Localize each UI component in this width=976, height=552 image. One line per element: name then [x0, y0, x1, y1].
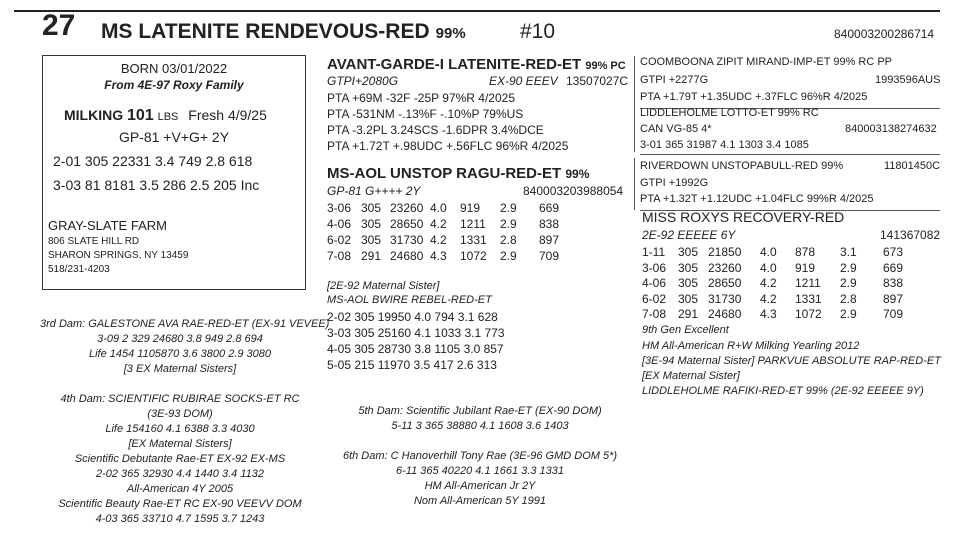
- dam-dam-record-cell: 6-02: [642, 291, 667, 306]
- dam-dam-record-cell: 291: [678, 307, 699, 322]
- farm-phone: 518/231-4203: [48, 264, 110, 275]
- sire-sire-pta: PTA +1.79T +1.35UDC +.37FLC 96%R 4/2025: [640, 91, 868, 103]
- pedigree-bracket-sire: [634, 56, 635, 152]
- dam-dam-record-cell: 305: [678, 245, 699, 259]
- dam-maternal-record-1: 2-02 305 19950 4.0 794 3.1 628: [327, 310, 498, 324]
- sixth-dam-line-2: 6-11 365 40220 4.1 1661 3.3 1331: [395, 465, 564, 477]
- third-dam-line-2: 3-09 2 329 24680 3.8 949 2.8 694: [97, 333, 263, 345]
- dam-dam-record-cell: 24680: [708, 307, 742, 322]
- classification: GP-81 +V+G+ 2Y: [118, 129, 230, 145]
- dam-sire-pta: PTA +1.32T +1.12UDC +1.04FLC 99%R 4/2025: [640, 193, 874, 205]
- animal-name-pct: 99%: [435, 25, 466, 42]
- dam-record-cell: 669: [539, 201, 560, 215]
- dam-dam-record-cell: 878: [795, 245, 816, 259]
- sire-dam-name: LIDDLEHOLME LOTTO-ET 99% RC: [640, 107, 819, 119]
- sire-dam-class: CAN VG-85 4*: [640, 123, 712, 135]
- consignment-number: #10: [520, 20, 556, 43]
- fourth-dam-line-4: [EX Maternal Sisters]: [128, 438, 232, 450]
- fourth-dam-line-3: Life 154160 4.1 6388 3.3 4030: [105, 423, 255, 435]
- dam-dam-record-cell: 4.2: [760, 276, 777, 291]
- sixth-dam-line-1: 6th Dam: C Hanoverhill Tony Rae (3E-96 GMD DOM 5*): [342, 450, 618, 462]
- dam-record-cell: 305: [361, 233, 382, 247]
- dam-record-cell: 23260: [390, 201, 424, 215]
- sire-name: [327, 56, 626, 73]
- dam-dam-record-cell: 2.8: [840, 291, 857, 306]
- dam-sire-gtpi: GTPI +1992G: [640, 177, 709, 189]
- third-dam-line-1: 3rd Dam: GALESTONE AVA RAE-RED-ET (EX-91 VEVEE): [40, 318, 330, 330]
- dam-dam-record-cell: 7-08: [642, 307, 667, 322]
- sire-reg: 13507027C: [566, 74, 629, 88]
- dam-sire-reg: 11801450C: [884, 160, 941, 172]
- sire-sire-gtpi: GTPI +2277G: [640, 74, 709, 86]
- dam-class: GP-81 G++++ 2Y: [327, 184, 421, 198]
- dam-dam-record-cell: 2.9: [840, 260, 857, 275]
- lot-number: 27: [42, 9, 76, 42]
- dam-record-cell: 3-06: [327, 201, 352, 215]
- dam-name: [327, 165, 589, 182]
- dam-name-text: MS-AOL UNSTOP RAGU-RED-ET: [327, 165, 562, 182]
- fourth-dam-line-9: 4-03 365 33710 4.7 1595 3.7 1243: [95, 513, 265, 525]
- dam-dam-record-cell: 305: [678, 260, 699, 275]
- dam-dam-record-cell: 897: [883, 291, 904, 306]
- section-divider: [640, 154, 940, 155]
- dam-maternal-label: [2E-92 Maternal Sister]: [327, 280, 440, 292]
- milking-unit: LBS: [157, 111, 179, 123]
- dam-record-cell: 2.9: [500, 249, 517, 263]
- farm-address-1: 806 SLATE HILL RD: [48, 236, 140, 247]
- dam-dam-record-cell: 4.3: [760, 307, 777, 322]
- dam-maternal-record-3: 4-05 305 28730 3.8 1105 3.0 857: [327, 342, 504, 356]
- family-line: From 4E-97 Roxy Family: [104, 78, 244, 92]
- dam-record-cell: 897: [539, 233, 560, 247]
- dam-dam-record-cell: 669: [883, 260, 904, 275]
- dam-record-cell: 4-06: [327, 217, 352, 231]
- dam-dam-note-2: HM All-American R+W Milking Yearling 2012: [642, 340, 860, 352]
- fourth-dam-line-1: 4th Dam: SCIENTIFIC RUBIRAE SOCKS-ET RC: [60, 393, 300, 405]
- sire-class: EX-90 EEEV: [489, 74, 558, 88]
- dam-dam-record-cell: 919: [795, 260, 816, 275]
- dam-dam-reg: 141367082: [880, 228, 941, 242]
- dam-record-cell: 1072: [460, 249, 487, 263]
- dam-maternal-name: MS-AOL BWIRE REBEL-RED-ET: [327, 294, 492, 306]
- dam-record-cell: 291: [361, 249, 382, 263]
- milking-line: [64, 107, 267, 125]
- dam-dam-name: MISS ROXYS RECOVERY-RED: [642, 209, 845, 225]
- dam-dam-record-cell: 305: [678, 276, 699, 291]
- dam-record-cell: 31730: [390, 233, 424, 247]
- sire-pct: 99% PC: [585, 60, 626, 72]
- farm-address-2: SHARON SPRINGS, NY 13459: [48, 250, 189, 261]
- registration-number: 840003200286714: [834, 27, 935, 41]
- dam-record-cell: 4.3: [430, 249, 447, 263]
- dam-dam-record-cell: 673: [883, 245, 904, 259]
- dam-dam-record-cell: 21850: [708, 245, 742, 259]
- sixth-dam-line-3: HM All-American Jr 2Y: [424, 480, 536, 492]
- record-2: 3-03 81 8181 3.5 286 2.5 205 Inc: [53, 177, 260, 193]
- dam-record-cell: 2.9: [500, 201, 517, 215]
- dam-dam-record-cell: 3.1: [840, 245, 857, 259]
- sire-dam-record: 3-01 365 31987 4.1 1303 3.4 1085: [640, 139, 809, 151]
- fourth-dam-line-2: (3E-93 DOM): [147, 408, 213, 420]
- dam-record-cell: 709: [539, 249, 560, 263]
- dam-dam-record-cell: 2.9: [840, 276, 857, 291]
- sire-pta-2: PTA -531NM -.13%F -.10%P 79%US: [327, 107, 524, 121]
- dam-record-cell: 24680: [390, 249, 424, 263]
- animal-name-text: MS LATENITE RENDEVOUS-RED: [101, 20, 430, 43]
- dam-dam-record-cell: 28650: [708, 276, 742, 291]
- milking-value: 101: [127, 107, 154, 124]
- sixth-dam-line-4: Nom All-American 5Y 1991: [413, 495, 547, 507]
- dam-dam-note-4: [EX Maternal Sister]: [642, 370, 740, 382]
- dam-reg: 840003203988054: [523, 184, 624, 198]
- dam-dam-record-cell: 2.9: [840, 307, 857, 322]
- born-date: BORN 03/01/2022: [120, 61, 228, 76]
- sire-pta-3: PTA -3.2PL 3.24SCS -1.6DPR 3.4%DCE: [327, 123, 544, 137]
- fifth-dam-line-2: 5-11 3 365 38880 4.1 1608 3.6 1403: [391, 420, 569, 432]
- dam-maternal-record-2: 3-03 305 25160 4.1 1033 3.1 773: [327, 326, 505, 340]
- farm-name: GRAY-SLATE FARM: [48, 218, 167, 233]
- dam-record-cell: 6-02: [327, 233, 352, 247]
- milking-label: MILKING: [64, 107, 124, 123]
- dam-record-cell: 305: [361, 217, 382, 231]
- animal-info-box: [42, 55, 306, 290]
- dam-dam-record-cell: 31730: [708, 291, 742, 306]
- fifth-dam-line-1: 5th Dam: Scientific Jubilant Rae-ET (EX-90 DOM): [358, 405, 602, 417]
- dam-dam-note-5: LIDDLEHOLME RAFIKI-RED-ET 99% (2E-92 EEEEE 9Y): [642, 385, 924, 397]
- dam-dam-record-cell: 4.0: [760, 260, 777, 275]
- dam-dam-record-cell: 1072: [795, 307, 822, 322]
- dam-dam-record-cell: 3-06: [642, 260, 667, 275]
- dam-dam-record-cell: 23260: [708, 260, 742, 275]
- dam-record-cell: 305: [361, 201, 382, 215]
- dam-record-cell: 7-08: [327, 249, 352, 263]
- dam-dam-record-cell: 1331: [795, 291, 822, 306]
- sire-name-text: AVANT-GARDE-I LATENITE-RED-ET: [327, 56, 582, 73]
- header-rule: [14, 10, 940, 12]
- dam-dam-record-cell: 4.2: [760, 291, 777, 306]
- dam-dam-record-cell: 1-11: [642, 245, 666, 259]
- dam-record-cell: 2.9: [500, 217, 517, 231]
- sire-sire-name: COOMBOONA ZIPIT MIRAND-IMP-ET 99% RC PP: [640, 56, 893, 68]
- dam-dam-class: 2E-92 EEEEE 6Y: [642, 228, 736, 242]
- fourth-dam-line-5: Scientific Debutante Rae-ET EX-92 EX-MS: [74, 453, 286, 465]
- dam-record-cell: 2.8: [500, 233, 517, 247]
- dam-sire-name: RIVERDOWN UNSTOPABULL-RED 99%: [640, 160, 844, 172]
- dam-record-cell: 4.2: [430, 233, 447, 247]
- dam-dam-record-cell: 4-06: [642, 276, 667, 291]
- fourth-dam-line-8: Scientific Beauty Rae-ET RC EX-90 VEEVV DOM: [58, 498, 302, 510]
- dam-dam-record-cell: 838: [883, 276, 904, 291]
- sire-pta-1: PTA +69M -32F -25P 97%R 4/2025: [327, 91, 515, 105]
- sire-gtpi: GTPI+2080G: [327, 74, 399, 88]
- third-dam-line-4: [3 EX Maternal Sisters]: [123, 363, 237, 375]
- dam-maternal-record-4: 5-05 215 11970 3.5 417 2.6 313: [327, 358, 497, 372]
- dam-dam-record-cell: 709: [883, 307, 904, 322]
- animal-name: [101, 20, 466, 44]
- dam-dam-record-cell: 305: [678, 291, 699, 306]
- dam-record-cell: 1331: [460, 233, 487, 247]
- dam-dam-record-cell: 4.0: [760, 245, 777, 259]
- dam-record-cell: 838: [539, 217, 560, 231]
- dam-dam-note-3: [3E-94 Maternal Sister] PARKVUE ABSOLUTE RAP-RED-ET: [642, 355, 941, 367]
- dam-record-cell: 1211: [460, 217, 486, 231]
- dam-record-cell: 4.0: [430, 201, 447, 215]
- fresh-date: Fresh 4/9/25: [188, 107, 267, 123]
- sire-sire-reg: 1993596AUS: [875, 74, 941, 86]
- sire-dam-reg: 840003138274632: [845, 123, 937, 135]
- dam-record-cell: 4.2: [430, 217, 447, 231]
- sire-pta-4: PTA +1.72T +.98UDC +.56FLC 96%R 4/2025: [327, 139, 569, 153]
- dam-dam-note-1: 9th Gen Excellent: [642, 324, 729, 336]
- dam-record-cell: 28650: [390, 217, 424, 231]
- pedigree-bracket-dam-sire: [634, 158, 635, 210]
- record-1: 2-01 305 22331 3.4 749 2.8 618: [53, 153, 253, 169]
- fourth-dam-line-6: 2-02 365 32930 4.4 1440 3.4 1132: [95, 468, 264, 480]
- fourth-dam-line-7: All-American 4Y 2005: [126, 483, 234, 495]
- dam-pct: 99%: [565, 167, 590, 181]
- third-dam-line-3: Life 1454 1105870 3.6 3800 2.9 3080: [88, 348, 272, 360]
- dam-record-cell: 919: [460, 201, 481, 215]
- dam-dam-record-cell: 1211: [795, 276, 821, 291]
